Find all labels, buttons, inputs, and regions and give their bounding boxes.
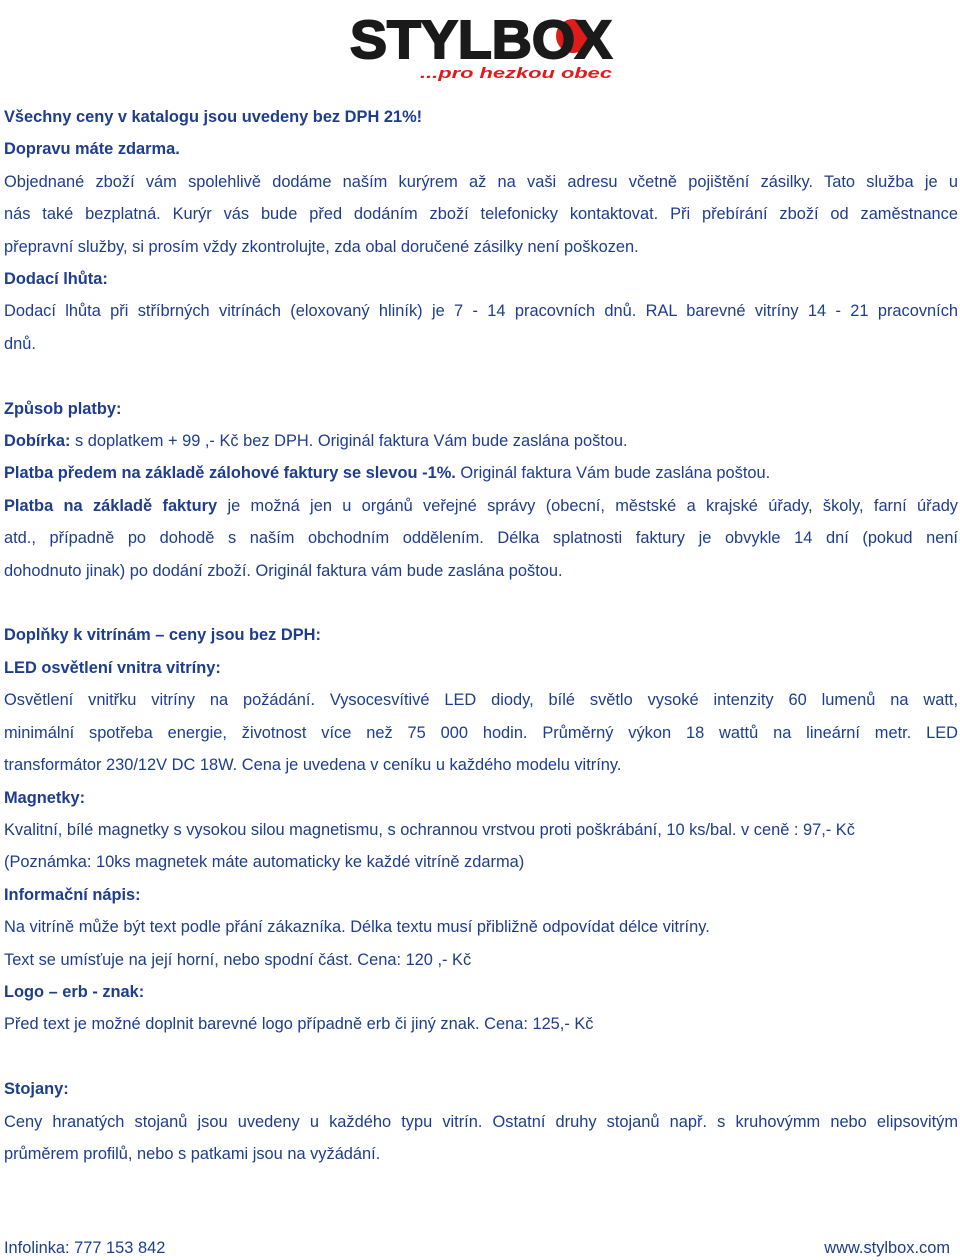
- logo-emblem-text: Před text je možné doplnit barevné logo případně erb či jiný znak. Cena: 125,- Kč: [4, 1015, 594, 1034]
- magnets-heading: Magnetky:: [4, 788, 86, 807]
- footer-infoline: Infolinka: 777 153 842: [4, 1239, 166, 1257]
- vat-notice: Všechny ceny v katalogu jsou uvedeny bez DPH 21%!: [4, 108, 423, 126]
- delivery-text-line: přepravní služby, si prosím vždy zkontrolujte, zda obal doručené zásilky není poškozen.: [4, 237, 639, 256]
- logo-wordmark: STYLBOX: [350, 10, 612, 70]
- catalog-terms: [4, 101, 958, 1170]
- magnets-text-line: Kvalitní, bílé magnetky s vysokou silou magnetismu, s ochrannou vrstvou proti poškrábání, 10 ks/bal. v ceně : 97,- Kč: [4, 820, 855, 839]
- payment-invoice-text-line: atd., případně po dohodě s naším obchodním oddělením. Délka splatnosti faktury je obvykle 14 dní (pokud není: [4, 529, 958, 548]
- payment-invoice: Platba na základě faktury je možná jen u orgánů veřejné správy (obecní, městské a krajské úřady, školy, farní úřady: [4, 496, 959, 515]
- led-text-line: Osvětlení vnitřku vitríny na požádání. Vysocesvítivé LED diody, bílé světlo vysoké intenzity 60 lumenů na watt,: [4, 691, 958, 710]
- payment-heading: Způsob platby:: [4, 399, 122, 418]
- free-shipping-notice: Dopravu máte zdarma.: [4, 140, 180, 159]
- led-text-line: transformátor 230/12V DC 18W. Cena je uvedena v ceníku u každého modelu vitríny.: [4, 756, 622, 775]
- payment-invoice-text-line: dohodnuto jinak) po dodání zboží. Originál faktura vám bude zaslána poštou.: [4, 561, 563, 580]
- sign-heading: Informační nápis:: [4, 885, 141, 904]
- footer-website[interactable]: www.stylbox.com: [824, 1239, 950, 1257]
- lead-time-heading: Dodací lhůta:: [4, 270, 108, 289]
- sign-text-line: Na vitríně může být text podle přání zákazníka. Délka textu musí přibližně odpovídat délce vitríny.: [4, 918, 710, 937]
- lead-time-text-line: dnů.: [4, 334, 36, 353]
- stands-text-line: průměrem profilů, nebo s patkami jsou na vyžádání.: [4, 1144, 381, 1163]
- delivery-text-line: Objednané zboží vám spolehlivě dodáme naším kurýrem až na vaši adresu včetně pojištění zásilky. Tato služba je u: [4, 172, 958, 191]
- addons-heading: Doplňky k vitrínám – ceny jsou bez DPH:: [4, 626, 321, 645]
- sign-text-line: Text se umísťuje na její horní, nebo spodní část. Cena: 120 ,- Kč: [4, 950, 472, 969]
- payment-prepay: Platba předem na základě zálohové faktury se slevou -1%. Originál faktura Vám bude zaslána poštou.: [4, 464, 771, 483]
- led-text-line: minimální spotřeba energie, životnost více než 75 000 hodin. Průměrný výkon 18 wattů na lineární metr. LED: [4, 723, 958, 742]
- delivery-text-line: nás také bezplatná. Kurýr vás bude před dodáním zboží telefonicky kontaktovat. Při přebírání zboží od zaměstnance: [4, 205, 958, 224]
- stands-heading: Stojany:: [4, 1080, 69, 1099]
- logo-emblem-heading: Logo – erb - znak:: [4, 982, 145, 1001]
- stylbox-logo: [340, 0, 622, 84]
- magnets-text-line: (Poznámka: 10ks magnetek máte automaticky ke každé vitríně zdarma): [4, 853, 525, 872]
- stands-text-line: Ceny hranatých stojanů jsou uvedeny u každého typu vitrín. Ostatní druhy stojanů např. s kruhovýmm nebo elipsovitým: [4, 1112, 958, 1131]
- led-heading: LED osvětlení vnitra vitríny:: [4, 658, 221, 677]
- payment-cod: Dobírka: s doplatkem + 99 ,- Kč bez DPH. Originál faktura Vám bude zaslána poštou.: [4, 432, 628, 451]
- logo-slogan: ...pro hezkou obec: [420, 65, 613, 82]
- lead-time-text-line: Dodací lhůta při stříbrných vitrínách (eloxovaný hliník) je 7 - 14 pracovních dnů. RAL barevné vitríny 14 - 21 pracovních: [4, 302, 958, 321]
